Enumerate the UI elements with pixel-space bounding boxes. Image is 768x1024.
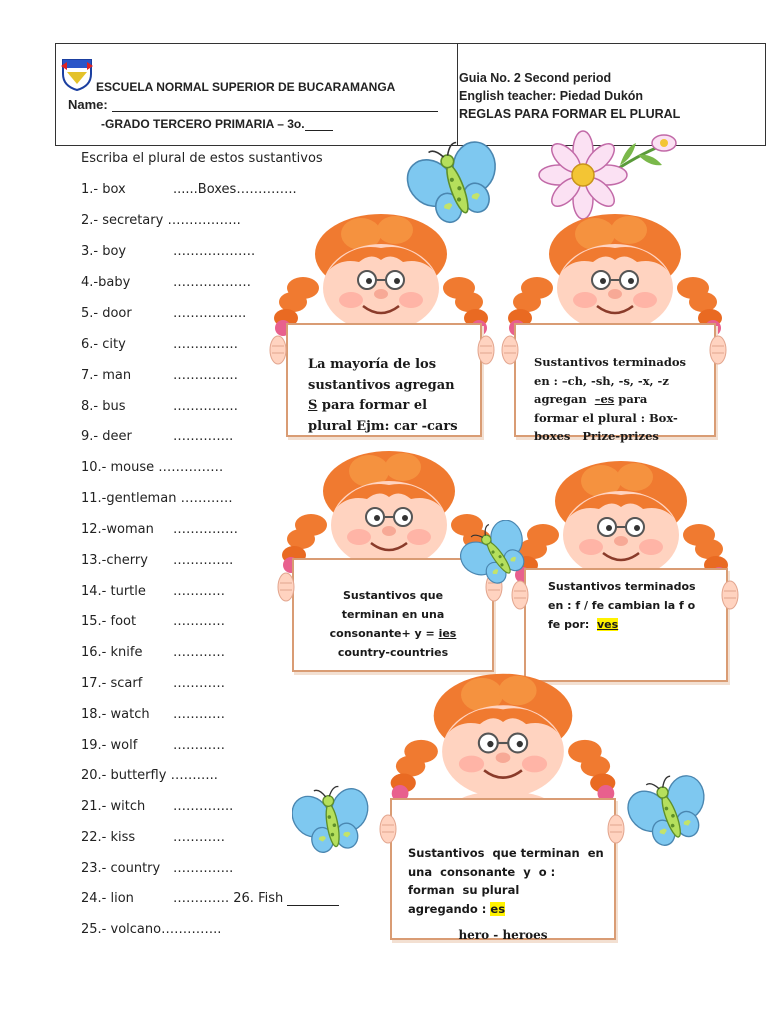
fish-blank-line[interactable] [287, 895, 339, 906]
hand-icon [708, 335, 728, 365]
exercise-item [81, 491, 233, 506]
exercise-word: 21.- witch [81, 799, 146, 814]
rule-example: hero - heroes [458, 928, 548, 942]
exercise-answer[interactable]: ……………… [173, 275, 251, 290]
exercise-item [81, 861, 234, 876]
grade-blank-line[interactable] [305, 120, 333, 131]
exercise-item [81, 645, 225, 660]
exercise-answer[interactable]: ………….. [173, 429, 234, 444]
rule-line-start: consonante+ y = [329, 627, 439, 640]
rule-line [408, 900, 604, 919]
instruction-text: Escriba el plural de estos sustantivos [81, 151, 323, 166]
butterfly-icon [396, 140, 516, 230]
rule-emphasis: –es [594, 392, 615, 406]
name-blank-line[interactable] [112, 99, 438, 112]
rule-line-start: agregando : [408, 901, 491, 916]
rule-line [308, 396, 458, 417]
rule-text [292, 586, 494, 662]
exercise-answer[interactable]: ………… [173, 584, 225, 599]
exercise-answer[interactable]: ………… [173, 645, 225, 660]
exercise-word: 23.- country [81, 861, 161, 876]
rule-card-5 [378, 686, 628, 946]
exercise-answer[interactable]: …………… [173, 337, 238, 352]
hand-icon [720, 580, 740, 610]
exercise-item [81, 922, 221, 937]
exercise-word: 18.- watch [81, 707, 150, 722]
butterfly-icon [452, 520, 542, 590]
grade-label: -GRADO TERCERO PRIMARIA – 3o. [101, 117, 305, 131]
rule-line [534, 390, 686, 409]
guide-topic: REGLAS PARA FORMAR EL PLURAL [459, 107, 681, 121]
exercise-word: 10.- mouse [81, 460, 155, 475]
exercise-word: 12.-woman [81, 522, 154, 537]
exercise-item [81, 429, 234, 444]
exercise-item [81, 584, 225, 599]
rule-line [548, 615, 696, 634]
exercise-answer[interactable]: …………… [158, 460, 224, 475]
rule-line: country-countries [337, 646, 449, 659]
rule-card-4 [508, 472, 738, 692]
teacher-name: English teacher: Piedad Dukón [459, 89, 644, 103]
rule-text [534, 353, 686, 446]
exercise-word: 1.- box [81, 182, 126, 197]
exercise-word: 6.- city [81, 337, 126, 352]
rule-line: boxes Prize-prizes [534, 429, 659, 443]
rule-text [548, 577, 696, 634]
rule-card-1 [268, 225, 494, 450]
butterfly-icon [292, 776, 372, 868]
exercise-answer-text: …………. 26. Fish [173, 891, 284, 906]
exercise-answer[interactable]: ………… [173, 614, 225, 629]
rule-line: formar el plural : Box- [534, 410, 678, 425]
exercise-item [81, 522, 238, 537]
exercise-answer[interactable]: ………… [173, 830, 225, 845]
name-field-row [68, 97, 438, 112]
exercise-item [81, 799, 234, 814]
rule-line-start: fe por: [548, 618, 597, 631]
rule-line: forman su plural [408, 883, 520, 897]
exercise-word: 2.- secretary [81, 213, 164, 228]
rule-emphasis: es [490, 901, 506, 916]
girl-illustration [378, 686, 628, 816]
rule-line: Sustantivos que terminan en [408, 846, 604, 860]
exercise-answer[interactable]: ………… [173, 738, 225, 753]
exercise-item [81, 460, 223, 475]
exercise-word: 25.- volcano [81, 922, 162, 937]
rule-line: en : –ch, -sh, -s, -x, -z [534, 373, 669, 388]
exercise-answer[interactable]: ………… [180, 491, 233, 506]
rule-line-start: agregan [534, 392, 595, 406]
exercise-item [81, 275, 251, 290]
exercise-word: 24.- lion [81, 891, 134, 906]
exercise-item [81, 707, 225, 722]
exercise-word: 5.- door [81, 306, 132, 321]
header-divider [457, 44, 458, 145]
exercise-word: 8.- bus [81, 399, 126, 414]
rule-line-rest: para formar el [317, 398, 428, 413]
exercise-item [81, 768, 218, 783]
exercise-answer[interactable]: ……….. [170, 768, 218, 783]
rule-text [408, 844, 604, 918]
rule-line: en : f / fe cambian la f o [548, 599, 696, 612]
exercise-item [81, 399, 238, 414]
rule-text [308, 355, 458, 437]
rule-line: terminan en una [341, 608, 445, 621]
exercise-answer[interactable]: ………….. [173, 553, 234, 568]
exercise-word: 17.- scarf [81, 676, 143, 691]
exercise-item [81, 182, 297, 197]
exercise-word: 22.- kiss [81, 830, 136, 845]
rule-line [292, 624, 494, 643]
exercise-item [81, 614, 225, 629]
exercise-answer[interactable]: ………… [173, 707, 225, 722]
exercise-answer[interactable]: ………….. [173, 861, 234, 876]
name-label: Name: [68, 97, 108, 112]
exercise-answer[interactable]: ......Boxes………….. [173, 182, 297, 197]
exercise-item [81, 306, 247, 321]
exercise-answer[interactable]: …………….. [173, 306, 247, 321]
exercise-word: 14.- turtle [81, 584, 146, 599]
hand-icon [378, 814, 398, 844]
exercise-word: 15.- foot [81, 614, 137, 629]
rule-emphasis: ves [597, 618, 619, 631]
exercise-item [81, 738, 225, 753]
hand-icon [500, 335, 520, 365]
exercise-word: 16.- knife [81, 645, 143, 660]
exercise-item [81, 891, 284, 906]
rule-line: Sustantivos terminados [548, 580, 696, 593]
exercise-word: 13.-cherry [81, 553, 148, 568]
exercise-word: 7.- man [81, 368, 132, 383]
exercise-answer[interactable]: …………….. [163, 213, 241, 228]
butterfly-icon [620, 772, 720, 854]
school-name: ESCUELA NORMAL SUPERIOR DE BUCARAMANGA [96, 80, 396, 94]
exercise-word: 3.- boy [81, 244, 127, 259]
exercise-answer[interactable]: …………… [173, 368, 238, 383]
hand-icon [268, 335, 288, 365]
exercise-word: 4.-baby [81, 275, 131, 290]
hand-icon [476, 335, 496, 365]
exercise-answer[interactable] [173, 891, 339, 906]
rule-line: Sustantivos que [342, 589, 444, 602]
exercise-word: 11.-gentleman [81, 491, 177, 506]
rule-emphasis: S [308, 398, 318, 413]
school-crest-icon [59, 56, 95, 92]
rule-line-rest: para [614, 392, 648, 406]
exercise-item [81, 368, 238, 383]
exercise-answer[interactable]: ………………. [173, 244, 256, 259]
rule-line: La mayoría de los [308, 357, 437, 372]
exercise-word: 9.- deer [81, 429, 132, 444]
rule-line: plural Ejm: car -cars [308, 418, 458, 434]
rule-line: sustantivos agregan [308, 377, 455, 393]
flower-icon [538, 125, 683, 220]
grade-line [101, 117, 333, 131]
exercise-item [81, 213, 241, 228]
exercise-item [81, 676, 225, 691]
guide-number: Guia No. 2 Second period [459, 71, 612, 85]
exercise-item [81, 553, 234, 568]
exercise-item [81, 830, 225, 845]
exercise-item [81, 337, 238, 352]
rule-line: una consonante y o : [408, 864, 556, 879]
exercise-item [81, 244, 256, 259]
exercise-word: 19.- wolf [81, 738, 138, 753]
exercise-word: 20.- butterfly [81, 768, 167, 783]
exercise-answer[interactable]: …………… [173, 522, 238, 537]
guide-info [459, 69, 680, 123]
rule-emphasis: ies [438, 627, 457, 640]
rule-card-2 [502, 225, 732, 450]
rule-line: Sustantivos terminados [534, 355, 686, 369]
exercise-answer[interactable]: ………….. [173, 799, 234, 814]
exercise-answer[interactable]: ………… [173, 676, 225, 691]
exercise-answer[interactable]: …………… [173, 399, 238, 414]
exercise-answer[interactable]: ………….. [161, 922, 222, 937]
